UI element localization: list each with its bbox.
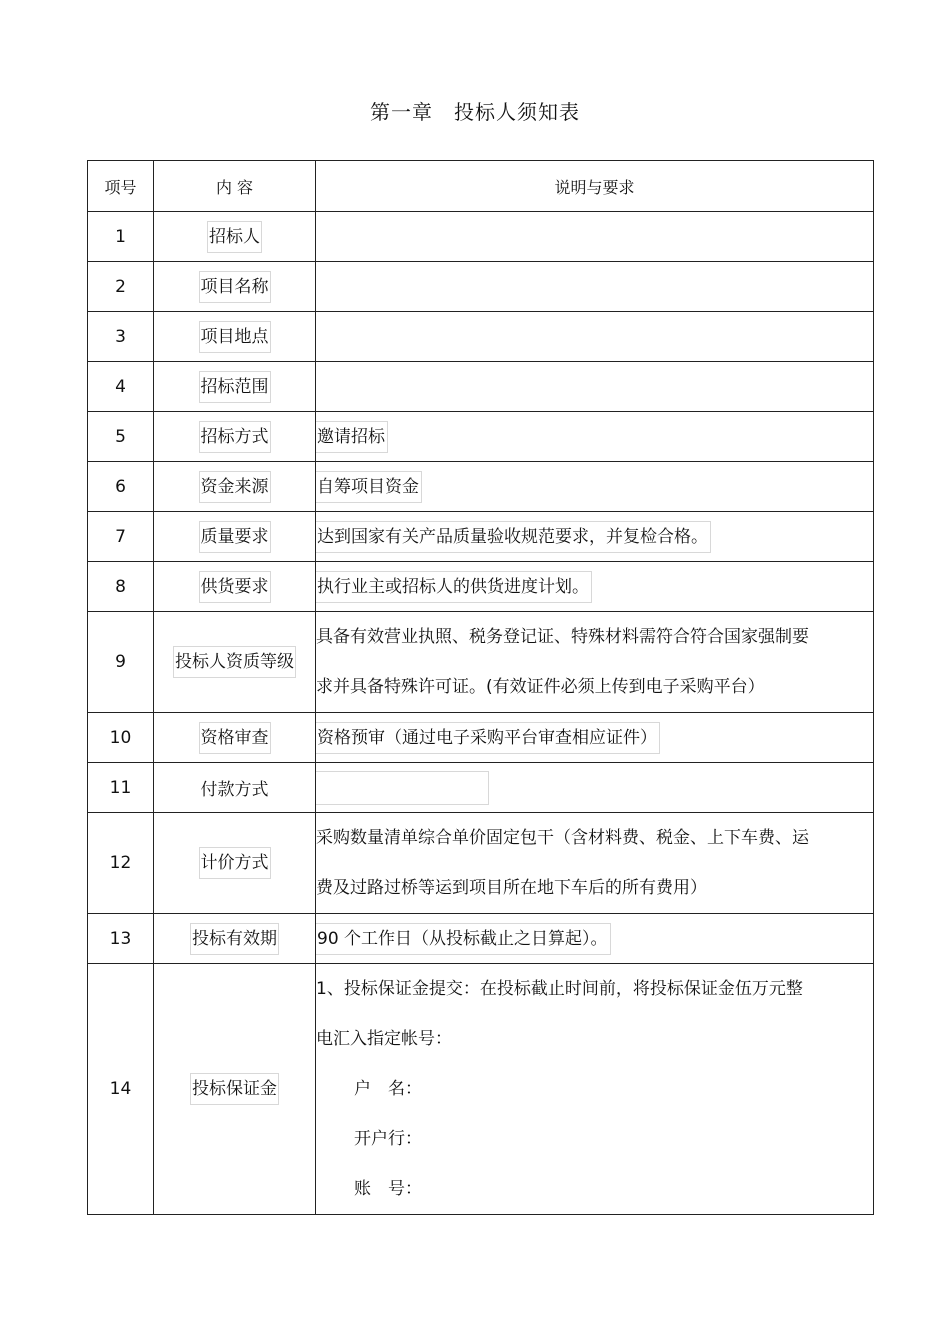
row-description-line: 求并具备特殊许可证。(有效证件必须上传到电子采购平台）: [316, 677, 765, 697]
row-description: [316, 964, 874, 1215]
row-item-label: 资格审查: [199, 722, 271, 754]
row-item: [154, 964, 316, 1215]
table-row: [88, 512, 874, 562]
row-item-label: 招标方式: [199, 421, 271, 453]
row-description: [316, 512, 874, 562]
row-description: [316, 212, 874, 262]
row-item: [154, 512, 316, 562]
row-description: [316, 612, 874, 713]
row-description-line: 采购数量清单综合单价固定包干（含材料费、税金、上下车费、运: [316, 828, 809, 848]
row-number: 9: [88, 612, 154, 713]
row-description-line: 电汇入指定帐号：: [316, 1029, 452, 1049]
row-description: [316, 462, 874, 512]
row-number: 13: [88, 914, 154, 964]
row-description-line: 费及过路过桥等运到项目所在地下车后的所有费用）: [316, 878, 707, 898]
account-name-label: 户 名：: [354, 1079, 422, 1099]
row-item-label: 计价方式: [199, 847, 271, 879]
row-item: [154, 914, 316, 964]
row-item: [154, 262, 316, 312]
table-row: [88, 763, 874, 813]
table-row: [88, 462, 874, 512]
row-description: [316, 713, 874, 763]
row-item-label: 投标保证金: [190, 1073, 279, 1105]
row-item: [154, 612, 316, 713]
table-row: [88, 212, 874, 262]
row-item-label: 招标人: [207, 221, 262, 253]
bidder-instructions-table: [87, 160, 874, 1215]
row-number: 10: [88, 713, 154, 763]
row-description-blank: [316, 771, 489, 805]
row-description: [316, 914, 874, 964]
row-description-line: 具备有效营业执照、税务登记证、特殊材料需符合符合国家强制要: [316, 627, 809, 647]
bank-label: 开户行：: [354, 1129, 422, 1149]
account-number-label: 账 号：: [354, 1179, 422, 1199]
row-number: 14: [88, 964, 154, 1215]
row-item: [154, 362, 316, 412]
row-description: [316, 813, 874, 914]
row-item: [154, 562, 316, 612]
row-item: [154, 212, 316, 262]
row-description-text: 邀请招标: [316, 421, 388, 453]
header-item-no: 项号: [88, 161, 154, 212]
row-number: 6: [88, 462, 154, 512]
row-description-text: 执行业主或招标人的供货进度计划。: [316, 571, 592, 603]
row-number: 7: [88, 512, 154, 562]
row-description-text: 资格预审（通过电子采购平台审查相应证件）: [316, 722, 660, 754]
row-description-line: 1、投标保证金提交：在投标截止时间前，将投标保证金伍万元整: [316, 979, 803, 999]
row-number: 2: [88, 262, 154, 312]
row-description-text: 自筹项目资金: [316, 471, 422, 503]
row-item: [154, 312, 316, 362]
row-item: [154, 462, 316, 512]
row-description-text: 90 个工作日（从投标截止之日算起）。: [316, 923, 611, 955]
header-description: 说明与要求: [316, 161, 874, 212]
row-item-label: 质量要求: [199, 521, 271, 553]
row-item: [154, 713, 316, 763]
table-row: [88, 713, 874, 763]
row-description: [316, 362, 874, 412]
row-number: 8: [88, 562, 154, 612]
row-description-text: 达到国家有关产品质量验收规范要求，并复检合格。: [316, 521, 711, 553]
table-row: [88, 813, 874, 914]
row-item-label: 招标范围: [199, 371, 271, 403]
row-item: [154, 412, 316, 462]
row-description: [316, 763, 874, 813]
row-item-label: 资金来源: [199, 471, 271, 503]
row-number: 3: [88, 312, 154, 362]
table-row: [88, 412, 874, 462]
row-item-label: 项目地点: [199, 321, 271, 353]
row-description: [316, 312, 874, 362]
row-number: 1: [88, 212, 154, 262]
row-number: 11: [88, 763, 154, 813]
table-row: [88, 362, 874, 412]
table-row: [88, 964, 874, 1215]
page-title: 第一章 投标人须知表: [370, 100, 580, 124]
row-item: 付款方式: [154, 763, 316, 813]
row-item-label: 项目名称: [199, 271, 271, 303]
table-row: [88, 562, 874, 612]
row-number: 12: [88, 813, 154, 914]
header-content: 内 容: [154, 161, 316, 212]
row-description: [316, 562, 874, 612]
row-item-label: 供货要求: [199, 571, 271, 603]
row-description: [316, 412, 874, 462]
table-header-row: [88, 161, 874, 212]
row-item-label: 投标有效期: [190, 923, 279, 955]
row-number: 5: [88, 412, 154, 462]
table-row: [88, 312, 874, 362]
row-description: [316, 262, 874, 312]
table-row: [88, 262, 874, 312]
table-row: [88, 612, 874, 713]
table-row: [88, 914, 874, 964]
row-item: [154, 813, 316, 914]
row-item-label: 投标人资质等级: [173, 646, 296, 678]
row-number: 4: [88, 362, 154, 412]
